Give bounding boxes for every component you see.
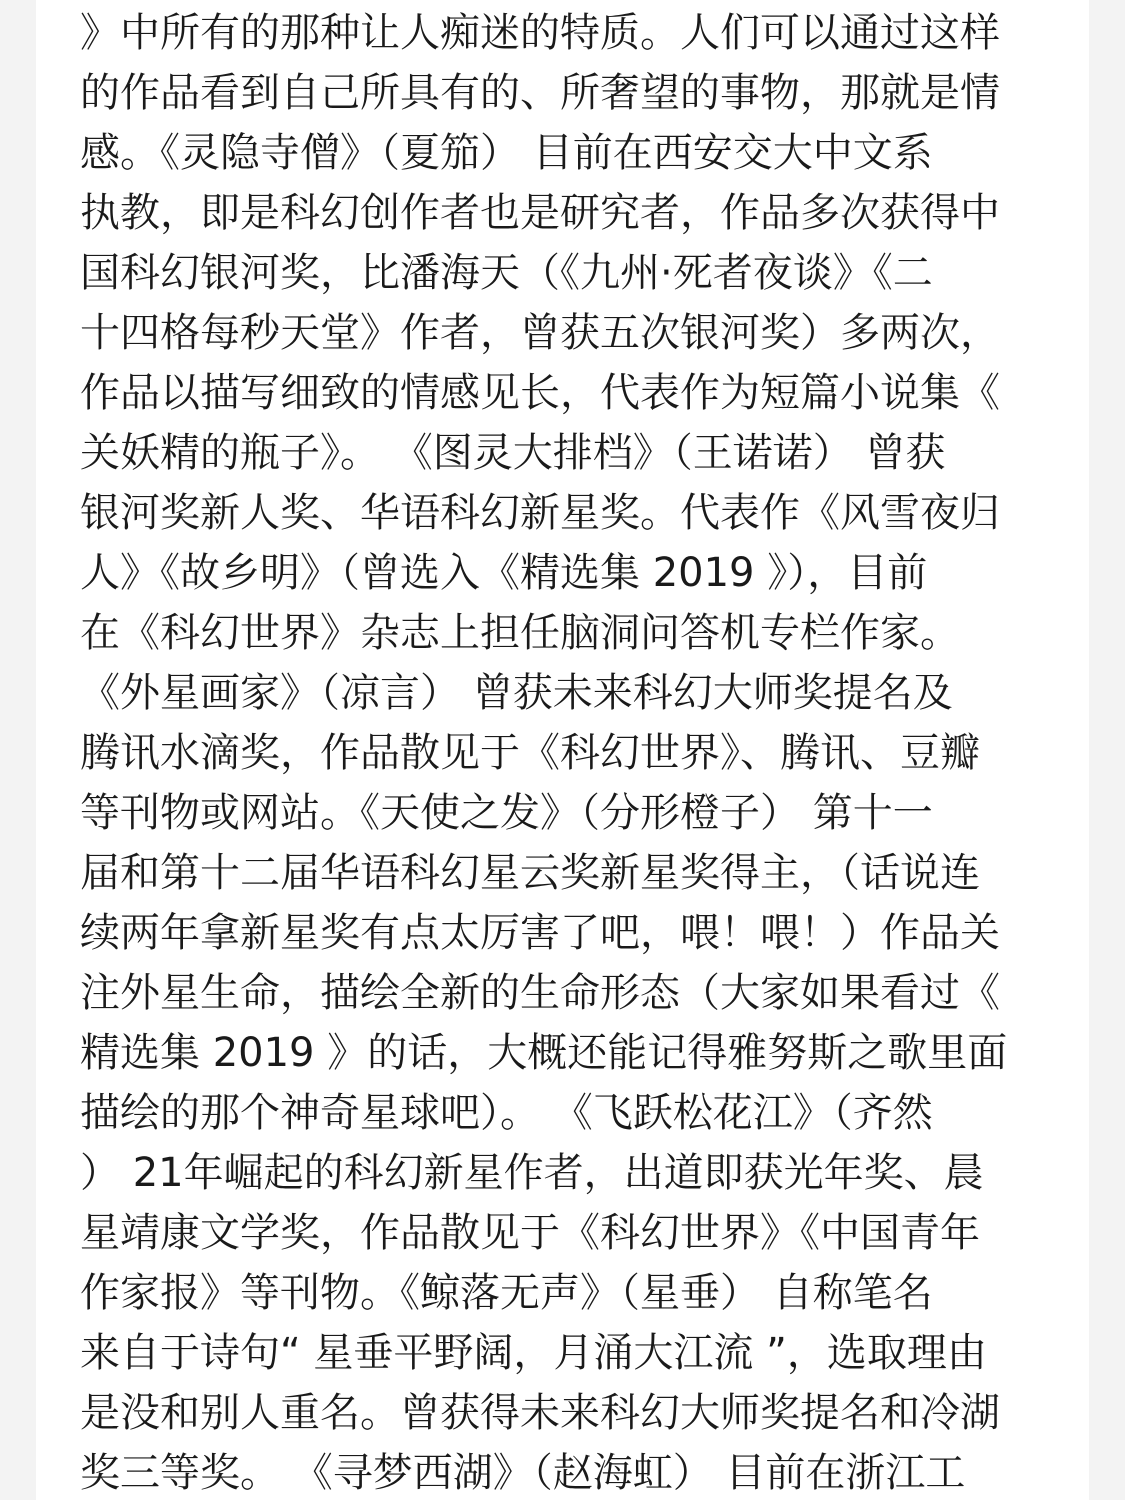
article-line: 银河奖新人奖、华语科幻新星奖。代表作《风雪夜归 [80, 490, 1000, 536]
article-line: 作家报》等刊物。《鲸落无声》（星垂） 自称笔名 [80, 1270, 933, 1316]
article-line: ） 21年崛起的科幻新星作者，出道即获光年奖、晨 [80, 1150, 984, 1196]
article-line: 续两年拿新星奖有点太厉害了吧，喂！喂！）作品关 [80, 910, 1000, 956]
article-line: 作品以描写细致的情感见长，代表作为短篇小说集《 [80, 370, 1000, 416]
article-line: 来自于诗句“ 星垂平野阔，月涌大江流 ”，选取理由 [80, 1330, 987, 1376]
article-line: 奖三等奖。 《寻梦西湖》（赵海虹） 目前在浙江工 [80, 1450, 966, 1496]
article-line: 国科幻银河奖，比潘海天（《九州·死者夜谈》《二 [80, 250, 933, 296]
article-line: 十四格每秒天堂》作者，曾获五次银河奖）多两次， [80, 310, 1000, 356]
article-line: 的作品看到自己所具有的、所奢望的事物，那就是情 [80, 70, 1000, 116]
article-line: 星靖康文学奖，作品散见于《科幻世界》《中国青年 [80, 1210, 980, 1256]
article-body[interactable] [80, 0, 1050, 1500]
article-line: 是没和别人重名。曾获得未来科幻大师奖提名和冷湖 [80, 1390, 1000, 1436]
article-line: 执教，即是科幻创作者也是研究者，作品多次获得中 [80, 190, 1000, 236]
article-line: 感。《灵隐寺僧》（夏笳） 目前在西安交大中文系 [80, 130, 933, 176]
article-line: 精选集 2019 》的话，大概还能记得雅努斯之歌里面 [80, 1030, 1008, 1076]
left-margin-band [0, 0, 36, 1500]
article-line: 等刊物或网站。《天使之发》（分形橙子） 第十一 [80, 790, 933, 836]
right-margin-band [1089, 0, 1125, 1500]
article-line: 描绘的那个神奇星球吧）。 《飞跃松花江》（齐然 [80, 1090, 933, 1136]
article-line: 关妖精的瓶子》。 《图灵大排档》（王诺诺） 曾获 [80, 430, 946, 476]
article-line: 在《科幻世界》杂志上担任脑洞问答机专栏作家。 [80, 610, 960, 656]
article-line: 注外星生命，描绘全新的生命形态（大家如果看过《 [80, 970, 1000, 1016]
article-line: 《外星画家》（凉言） 曾获未来科幻大师奖提名及 [80, 670, 953, 716]
article-line: 人》《故乡明》（曾选入《精选集 2019 》），目前 [80, 550, 928, 596]
article-line: 届和第十二届华语科幻星云奖新星奖得主，（话说连 [80, 850, 980, 896]
article-line: 腾讯水滴奖，作品散见于《科幻世界》、腾讯、豆瓣 [80, 730, 980, 776]
article-line: 》中所有的那种让人痴迷的特质。人们可以通过这样 [80, 10, 1000, 56]
